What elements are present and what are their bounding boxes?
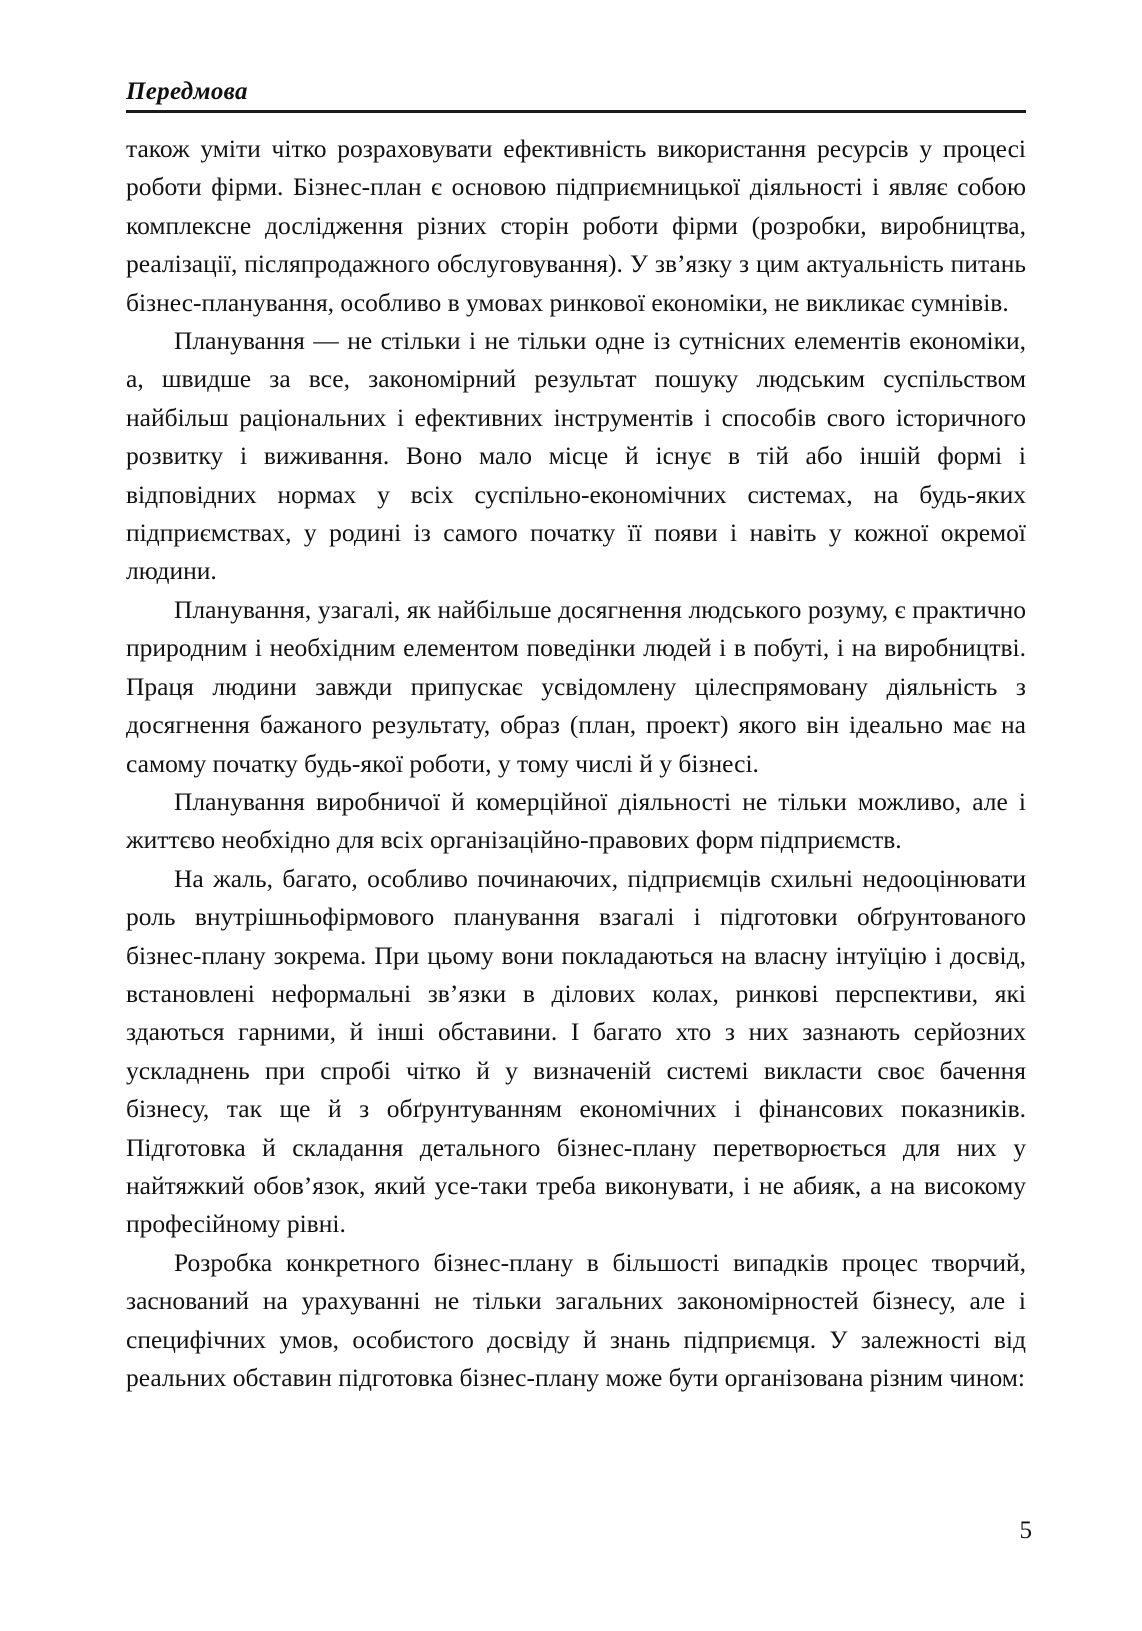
- paragraph: Планування виробничої й комерційної діяльності не тільки можливо, але і життєво необхідно для всіх організаційно-правових форм підприємств.: [126, 786, 1026, 855]
- paragraph: Розробка конкретного бізнес-плану в більшості випадків процес творчий, заснований на урахуванні не тільки загальних закономірностей бізнесу, але і специфічних умов, особистого досвіду й знань підприємця. У залежності від реальних обставин підготовка бізнес-плану може бути організована різним чином:: [126, 1247, 1026, 1392]
- page-body: [126, 130, 1026, 1397]
- running-title: Передмова: [126, 78, 248, 105]
- paragraph: також уміти чітко розраховувати ефективність використання ресурсів у процесі роботи фірми. Бізнес-план є основою підприємницької діяльності і являє собою комплексне дослідження різних сторін роботи фірми (розробки, виробництва, реалізації, післяпродажного обслуговування). У зв’язку з цим актуальність питань бізнес-планування, особливо в умовах ринкової економіки, не викликає сумнівів.: [126, 134, 1026, 317]
- paragraph: Планування — не стільки і не тільки одне із сутнісних елементів економіки, а, швидше за все, закономірний результат пошуку людським суспільством найбільш раціональних і ефективних інструментів і способів свого історичного розвитку і виживання. Воно мало місце й існує в тій або іншій формі і відповідних нормах у всіх суспільно-економічних системах, на будь-яких підприємствах, у родині із самого початку її появи і навіть у кожної окремої людини.: [126, 326, 1026, 586]
- paragraph: Планування, узагалі, як найбільше досягнення людського розуму, є практично природним і необхідним елементом поведінки людей і в побуті, і на виробництві. Праця людини завжди припускає усвідомлену цілеспрямовану діяльність з досягнення бажаного результату, образ (план, проект) якого він ідеально має на самому початку будь-якої роботи, у тому числі й у бізнесі.: [126, 594, 1026, 778]
- page-number: 5: [1019, 1517, 1032, 1544]
- page-header: [126, 78, 1026, 113]
- header-divider: [126, 110, 1026, 113]
- paragraph: На жаль, багато, особливо починаючих, підприємців схильні недооцінювати роль внутрішньофірмового планування взагалі і підготовки обґрунтованого бізнес-плану зокрема. При цьому вони покладаються на власну інтуїцію і досвід, встановлені неформальні зв’язки в ділових колах, ринкові перспективи, які здаються гарними, й інші обставини. І багато хто з них зазнають серйозних ускладнень при спробі чітко й у визначеній системі викласти своє бачення бізнесу, так ще й з обґрунтуванням економічних і фінансових показників. Підготовка й складання детального бізнес-плану перетворюється для них у найтяжкий обов’язок, який усе-таки треба виконувати, і не абияк, а на високому професійному рівні.: [126, 863, 1026, 1239]
